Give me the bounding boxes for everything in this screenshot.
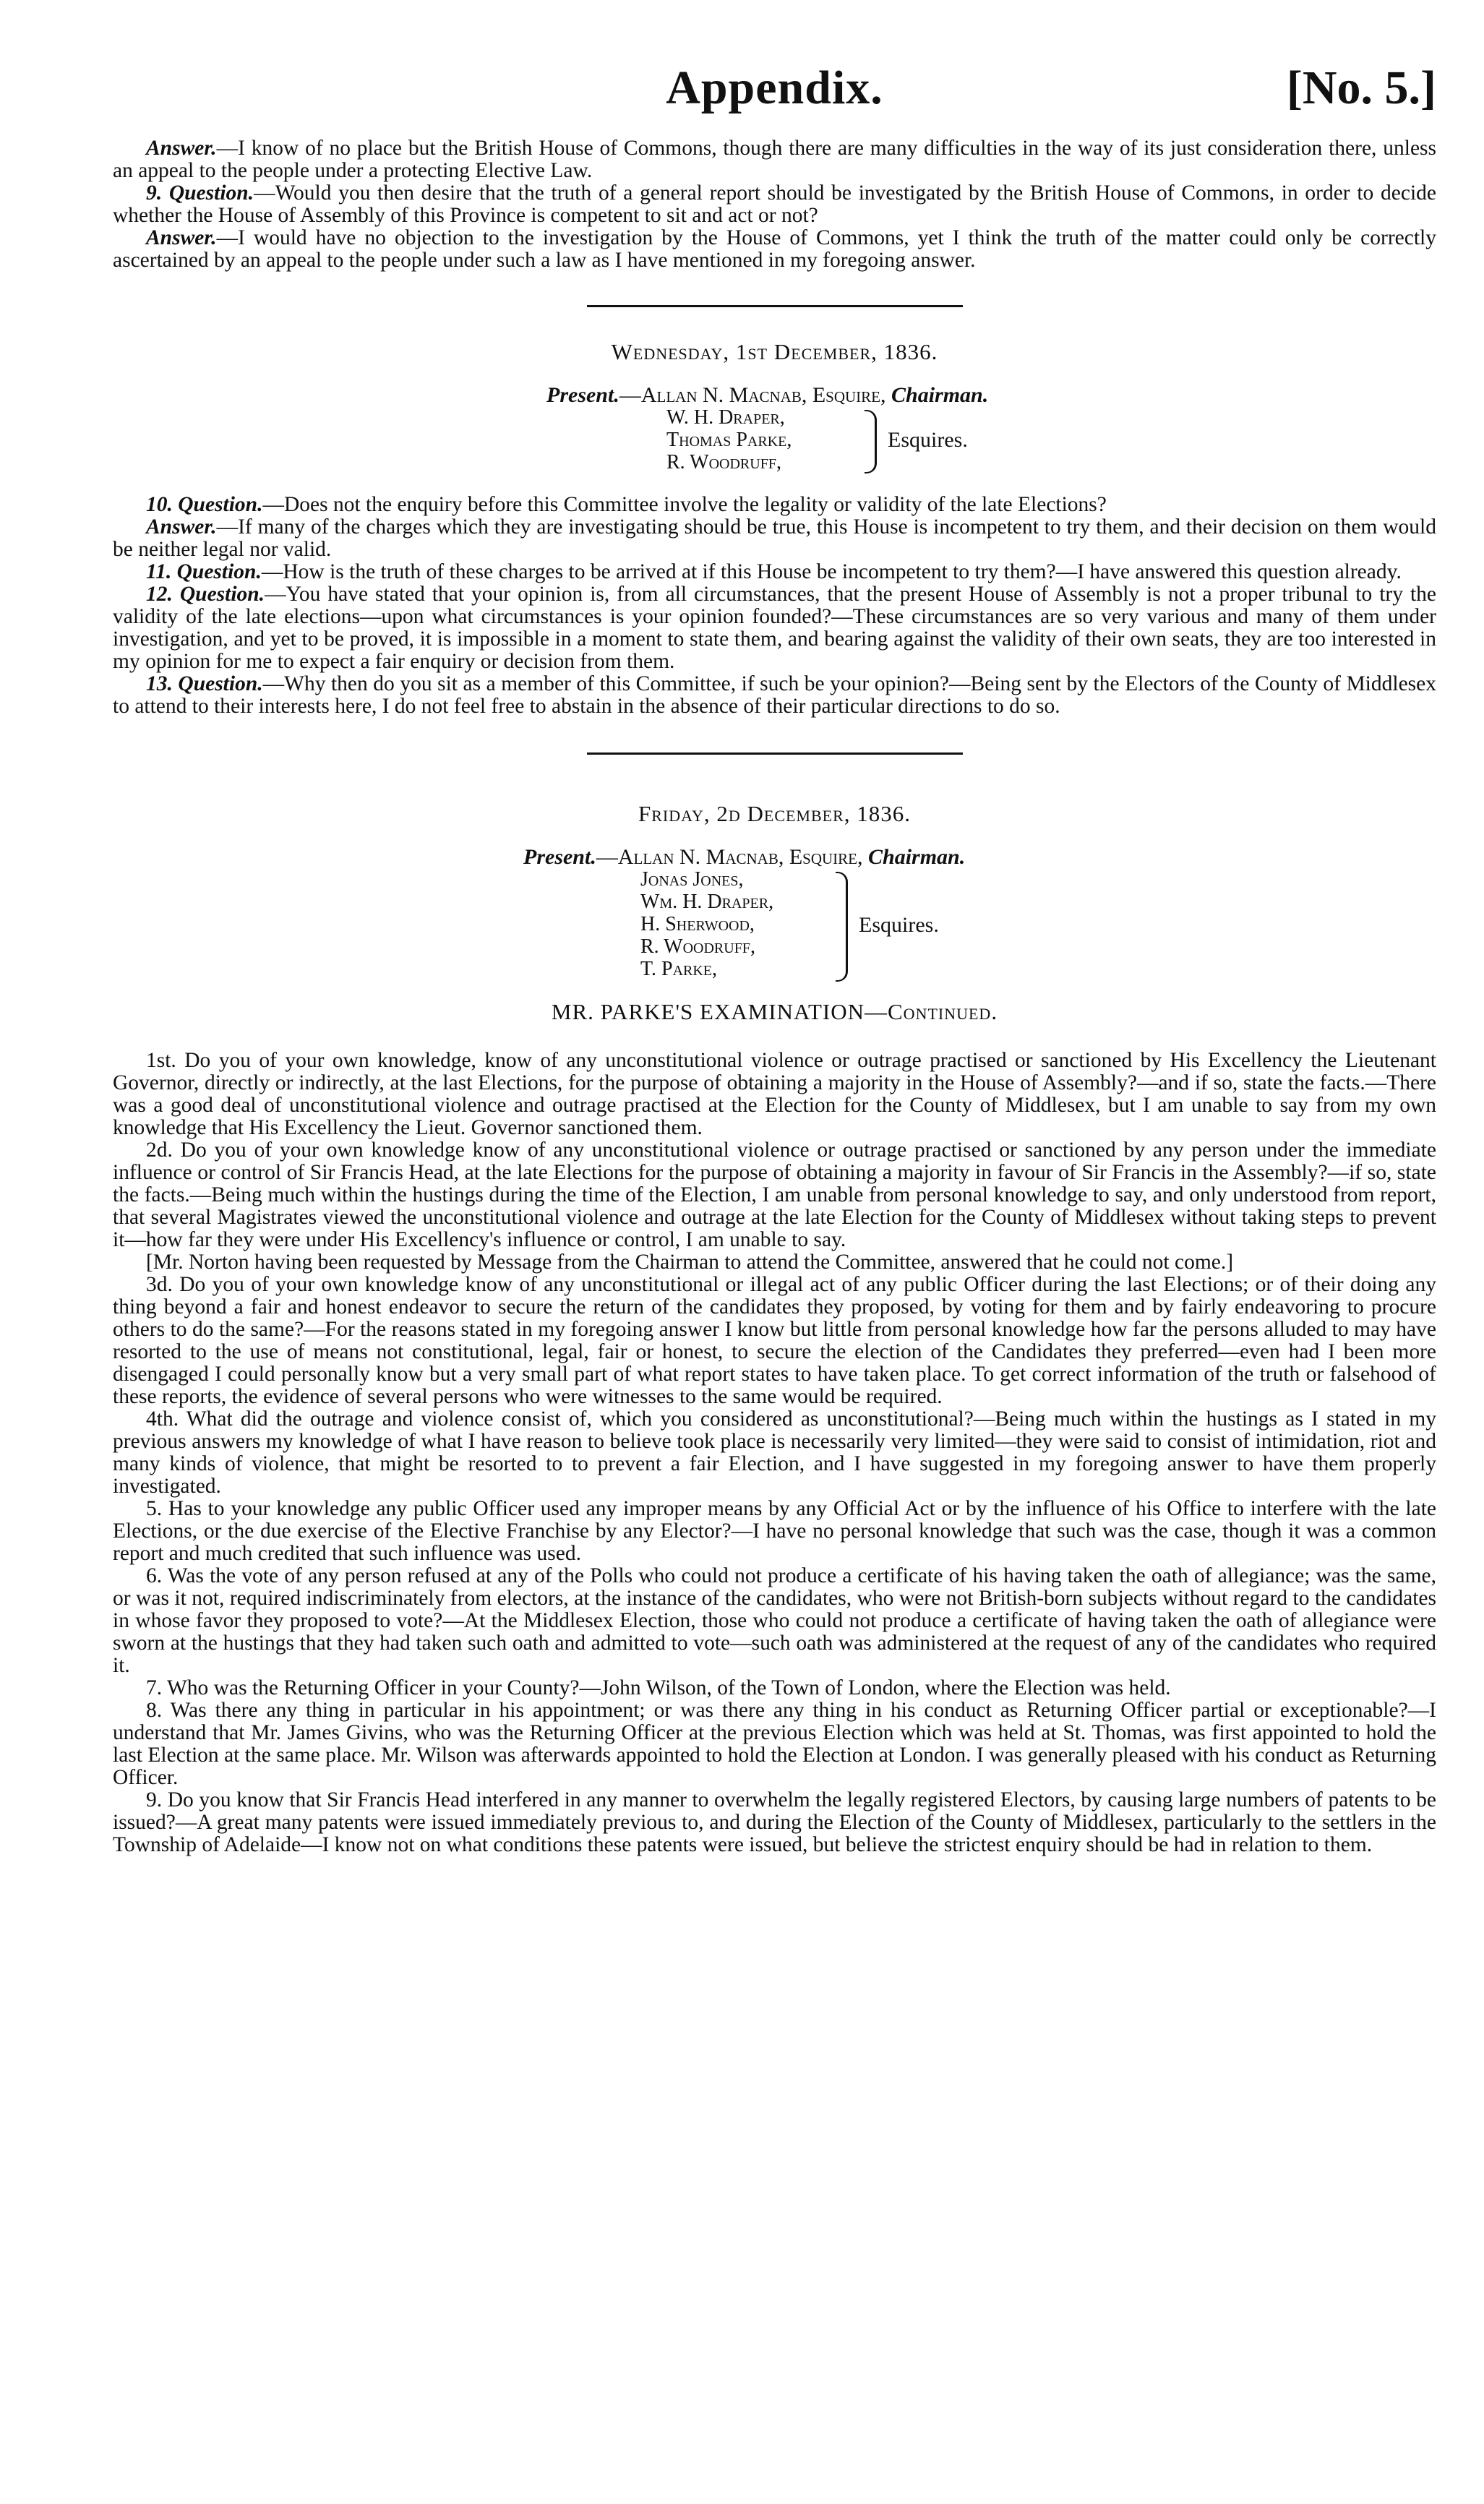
members-list — [666, 406, 792, 473]
member-name: Jonas Jones, — [640, 868, 744, 891]
paragraph: Answer.—I would have no objection to the investigation by the House of Commons, yet I think the truth of the matter could only be correctly ascertained by an appeal to the people under such a law as I have mentioned in my foregoing answer. — [113, 226, 1436, 272]
chairman-line: Present.—Allan N. Macnab, Esquire, Chairman. — [546, 383, 989, 407]
section-divider — [587, 753, 963, 755]
paragraph: 3d. Do you of your own knowledge know of any unconstitutional or illegal act of any public Officer during the last Elections; or of their doing any thing beyond a fair and honest endeavor to secure the return of the candidates they proposed, by voting for them and by fairly endeavoring to procure others to do the same?—For the reasons stated in my foregoing answer I know but little from personal knowledge how far the persons alluded to may have resorted to the use of means not constitutional, legal, fair or honest, to secure the election of the Candidates they preferred—even had I been more disengaged I could personally know but a very small part of what report states to have taken place. To get correct information of the truth or falsehood of these reports, the evidence of several persons who were witnesses to the same would be required. — [113, 1273, 1436, 1408]
session-date: Wednesday, 1st December, 1836. — [611, 339, 938, 364]
paragraph: [Mr. Norton having been requested by Message from the Chairman to attend the Committee, answered that he could not come.] — [146, 1251, 1234, 1274]
paragraph: 7. Who was the Returning Officer in your County?—John Wilson, of the Town of London, where the Election was held. — [146, 1676, 1171, 1699]
paragraph: 10. Question.—Does not the enquiry before this Committee involve the legality or validity of the late Elections? — [146, 493, 1107, 516]
session-date: Friday, 2d December, 1836. — [638, 801, 912, 826]
session1-body — [113, 494, 1436, 718]
page-title: Appendix. — [666, 61, 883, 114]
paragraph: 13. Question.—Why then do you sit as a member of this Committee, if such be your opinion?—Being sent by the Electors of the County of Middlesex to attend to their interests here, I do not feel free to abstain in the absence of their particular directions to do so. — [113, 672, 1436, 718]
paragraph: 4th. What did the outrage and violence consist of, which you considered as unconstitutional?—Being much within the hustings as I stated in my previous answers my knowledge of what I have reason to believe took place is necessarily very limited—they were said to consist of intimidation, riot and many kinds of violence, that might be resorted to to prevent a fair Election, and I have suggested in my foregoing answer to have them properly investigated. — [113, 1407, 1436, 1498]
page-header — [113, 51, 1436, 137]
examination-heading: MR. PARKE'S EXAMINATION—Continued. — [551, 999, 998, 1024]
member-name: R. Woodruff, — [640, 935, 755, 958]
paragraph: 5. Has to your knowledge any public Officer used any improper means by any Official Act or by the influence of his Office to interfere with the late Elections, or the due exercise of the Elective Franchise by any Elector?—I have no personal knowledge that such was the case, though it was a common report and much credited that such influence was used. — [113, 1497, 1436, 1565]
member-name: H. Sherwood, — [640, 913, 755, 935]
section-divider — [587, 305, 963, 307]
paragraph: 8. Was there any thing in particular in his appointment; or was there any thing in his conduct as Returning Officer partial or exceptionable?—I understand that Mr. James Givins, who was the Returning Officer at the previous Election which was held at St. Thomas, was first appointed to hold the last Election at the same place. Mr. Wilson was afterwards appointed to hold the Election at London. I was generally pleased with his conduct as Returning Officer. — [113, 1699, 1436, 1789]
brace — [836, 872, 848, 982]
paragraph: 9. Question.—Would you then desire that the truth of a general report should be investigated by the British House of Commons, in order to decide whether the House of Assembly of this Province is competent to sit and act or not? — [113, 181, 1436, 227]
paragraph: 1st. Do you of your own knowledge, know of any unconstitutional violence or outrage practised or sanctioned by His Excellency the Lieutenant Governor, directly or indirectly, at the last Elections, for the purpose of obtaining a majority in the House of Assembly?—and if so, state the facts.—There was a good deal of unconstitutional violence and outrage practised at the Election for the County of Middlesex, but I am unable to say from my own knowledge that His Excellency the Lieut. Governor sanctioned them. — [113, 1049, 1436, 1139]
present-block — [113, 846, 1436, 983]
esquires-label: Esquires. — [888, 428, 968, 452]
esquires-label: Esquires. — [859, 913, 939, 937]
chairman-line: Present.—Allan N. Macnab, Esquire, Chairman. — [523, 845, 966, 869]
session2-body — [113, 1050, 1436, 1856]
member-name: Wm. H. Draper, — [640, 891, 774, 913]
intro-section — [113, 137, 1436, 272]
paragraph: 6. Was the vote of any person refused at any of the Polls who could not produce a certificate of his having taken the oath of allegiance; was the same, or was it not, required indiscriminately from electors, at the instance of the candidates, who were not British-born subjects without regard to the candidates in whose favor they proposed to vote?—At the Middlesex Election, those who could not produce a certificate of having taken the oath of allegiance were sworn at the hustings that they had taken such oath and admitted to vote—such oath was administered at the request of any of the candidates who required it. — [113, 1564, 1436, 1677]
appendix-number: [No. 5.] — [1286, 61, 1436, 114]
member-name: T. Parke, — [640, 958, 718, 980]
paragraph: 2d. Do you of your own knowledge know of any unconstitutional violence or outrage practised or sanctioned by any person under the immediate influence or control of Sir Francis Head, at the late Elections for the purpose of obtaining a majority in favour of Sir Francis in the Assembly?—if so, state the facts.—Being much within the hustings during the time of the Election, I am unable from personal knowledge to say, and only understood from report, that several Magistrates viewed the unconstitutional violence and outrage at the late Election for the County of Middlesex without taking steps to prevent it—how far they were under His Excellency's influence or control, I am unable to say. — [113, 1139, 1436, 1251]
paragraph: 9. Do you know that Sir Francis Head interfered in any manner to overwhelm the legally registered Electors, by causing large numbers of patents to be issued?—A great many patents were issued immediately previous to, and during the Election of the County of Middlesex, particularly to the settlers in the Township of Adelaide—I know not on what conditions these patents were issued, but believe the strictest enquiry should be had in relation to them. — [113, 1788, 1436, 1856]
present-block — [113, 384, 1436, 473]
paragraph: 11. Question.—How is the truth of these charges to be arrived at if this House be incompetent to try them?—I have answered this question already. — [146, 560, 1402, 583]
paragraph: 12. Question.—You have stated that your opinion is, from all circumstances, that the present House of Assembly is not a proper tribunal to try the validity of the late elections—upon what circumstances is your opinion founded?—These circumstances are so very various and many of them under investigation, and yet to be proved, it is impossible in a moment to state them, and bearing against the validity of their own seats, they are too interested in my opinion for me to expect a fair enquiry or decision from them. — [113, 583, 1436, 673]
member-name: R. Woodruff, — [666, 451, 781, 473]
member-name: Thomas Parke, — [666, 429, 792, 451]
member-name: W. H. Draper, — [666, 406, 785, 429]
paragraph: Answer.—If many of the charges which they are investigating should be true, this House is incompetent to try them, and their decision on them would be neither legal nor valid. — [113, 515, 1436, 561]
paragraph: Answer.—I know of no place but the British House of Commons, though there are many difficulties in the way of its just consideration there, unless an appeal to the people under a protecting Elective Law. — [113, 137, 1436, 182]
brace — [865, 410, 877, 473]
members-list — [640, 868, 773, 980]
